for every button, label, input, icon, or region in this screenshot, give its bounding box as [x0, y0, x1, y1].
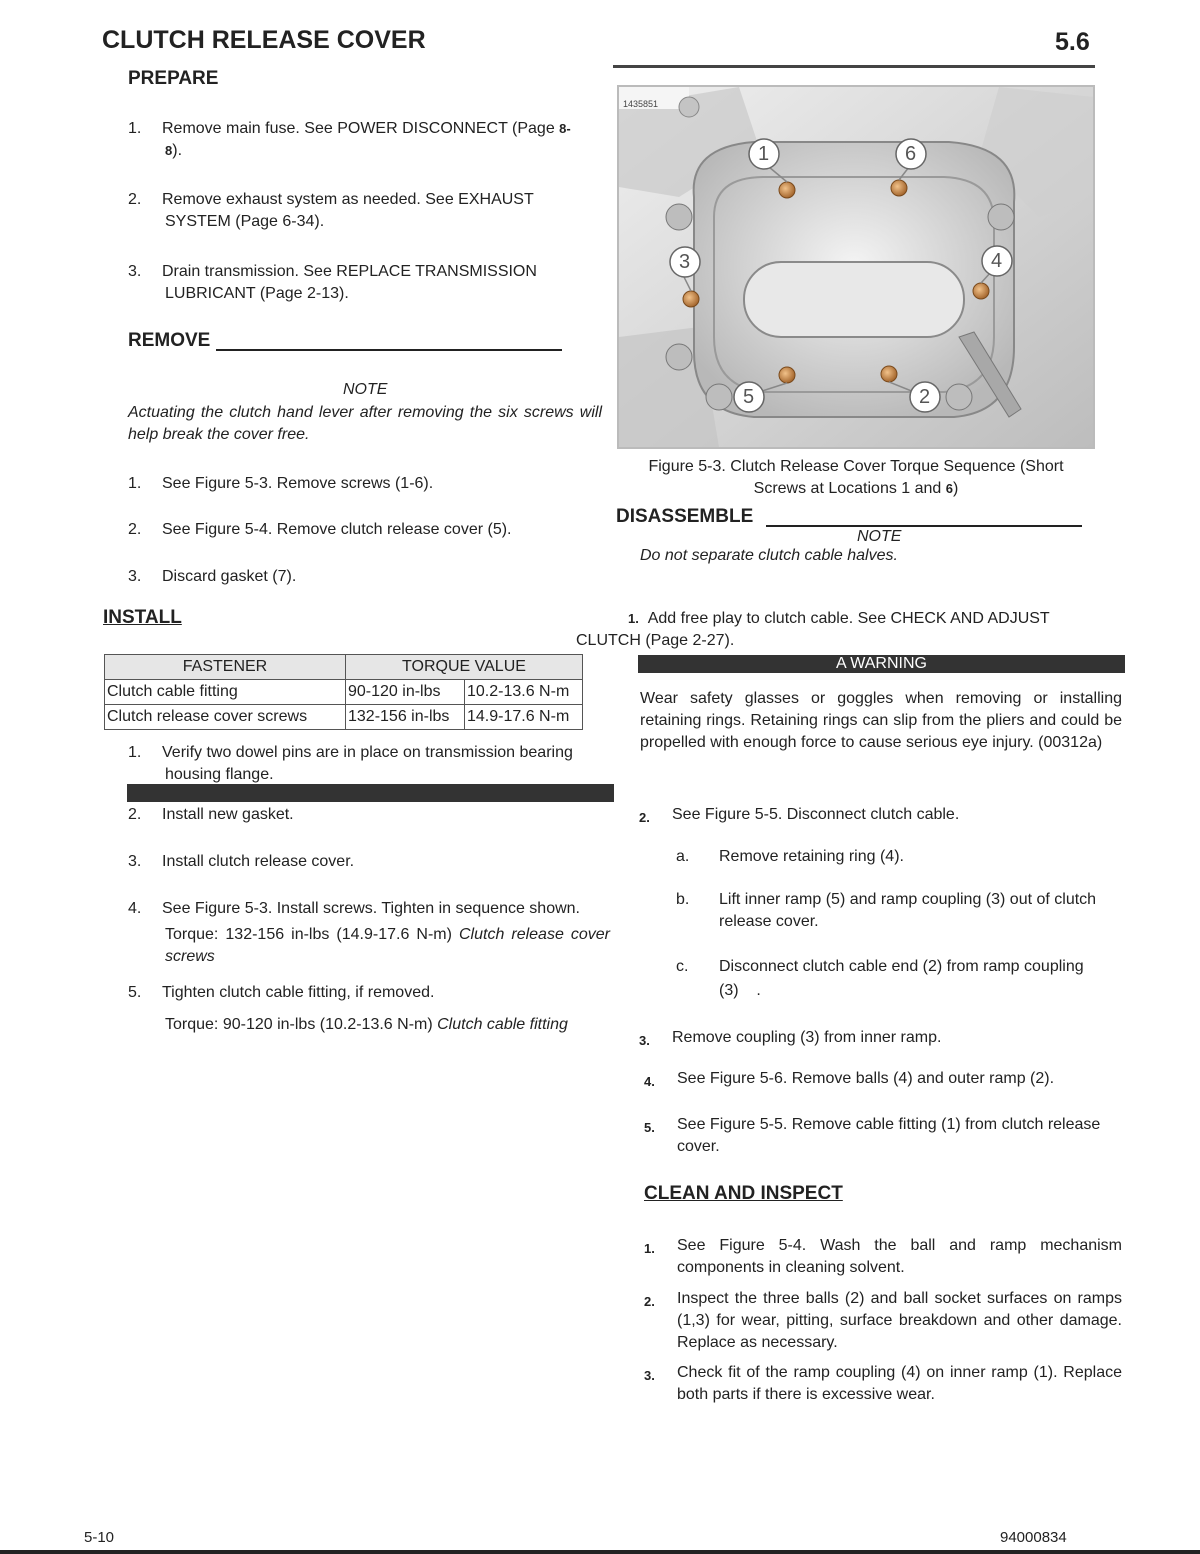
warning-banner: A WARNING [638, 655, 1125, 673]
table-cell: Clutch release cover screws [105, 705, 346, 730]
remove-heading: REMOVE [128, 330, 211, 351]
table-cell: 132-156 in-lbs [346, 705, 465, 730]
substep-a: a. Remove retaining ring (4). [676, 848, 904, 865]
table-header-fastener: FASTENER [105, 655, 346, 680]
disassemble-step-1: 1. Add free play to clutch cable. See CHECK AND ADJUST CLUTCH (Page 2-27). [576, 610, 1050, 649]
callout-3: 3 [679, 251, 691, 273]
document-number: 94000834 [1000, 1529, 1067, 1546]
disassemble-step-5: 5. See Figure 5-5. Remove cable fitting (1) from clutch release cover. [644, 1116, 1101, 1155]
remove-note-label: NOTE [343, 381, 388, 398]
remove-heading-rule [216, 349, 562, 351]
table-cell: 90-120 in-lbs [346, 680, 465, 705]
install-step-1: 1. Verify two dowel pins are in place on transmission bearing housing flange. [128, 744, 573, 783]
substep-b: b. Lift inner ramp (5) and ramp coupling (3) out of clutch release cover. [676, 891, 1097, 930]
callout-1: 1 [758, 143, 770, 165]
remove-step-3: 3. Discard gasket (7). [128, 568, 297, 585]
disassemble-heading: DISASSEMBLE [616, 506, 754, 527]
disassemble-step-2: 2. See Figure 5-5. Disconnect clutch cable. [639, 806, 960, 825]
table-cell: 14.9-17.6 N-m [465, 705, 583, 730]
figure-id-label: 1435851 [623, 99, 659, 109]
torque-table [104, 654, 583, 730]
remove-note-text: Actuating the clutch hand lever after removing the six screws will help break the cover free. [128, 404, 602, 443]
disassemble-note-text: Do not separate clutch cable halves. [640, 547, 898, 564]
callout-6: 6 [905, 143, 917, 165]
disassemble-note-label: NOTE [857, 528, 902, 545]
prepare-step-1: 1. Remove main fuse. See POWER DISCONNECT (Page 8- 8). [128, 120, 571, 159]
remove-step-1: 1. See Figure 5-3. Remove screws (1-6). [128, 475, 434, 492]
clean-step-1: 1. See Figure 5-4. Wash the ball and ramp mechanism components in cleaning solvent. [644, 1237, 1122, 1276]
install-heading: INSTALL [103, 607, 182, 628]
prepare-heading: PREPARE [128, 68, 219, 89]
figure-caption: Figure 5-3. Clutch Release Cover Torque Sequence (Short Screws at Locations 1 and 6) [648, 458, 1064, 497]
disassemble-step-3: 3. Remove coupling (3) from inner ramp. [639, 1029, 942, 1048]
remove-step-2: 2. See Figure 5-4. Remove clutch release cover (5). [128, 521, 512, 538]
substep-c: c. Disconnect clutch cable end (2) from ramp coupling (3) . [676, 958, 1084, 999]
page-number: 5-10 [84, 1529, 115, 1546]
install-step-3: 3. Install clutch release cover. [128, 853, 355, 870]
callout-5: 5 [743, 386, 755, 408]
disassemble-heading-rule [766, 525, 1082, 527]
warning-text: Wear safety glasses or goggles when removing or installing retaining rings. Retaining rings can slip from the pliers and could be propelled with enough force to cause serious eye injury. (00312a) [640, 690, 1122, 751]
prepare-step-2: 2. Remove exhaust system as needed. See EXHAUST SYSTEM (Page 6-34). [128, 191, 534, 230]
figure-5-3 [617, 85, 1095, 449]
clean-step-3: 3. Check fit of the ramp coupling (4) on inner ramp (1). Replace both parts if there is excessive wear. [644, 1364, 1122, 1403]
page-title: CLUTCH RELEASE COVER [102, 26, 426, 54]
callout-2: 2 [919, 386, 931, 408]
table-row [105, 680, 583, 705]
table-cell: 10.2-13.6 N-m [465, 680, 583, 705]
install-step-5: 5. Tighten clutch cable fitting, if removed. Torque: 90-120 in-lbs (10.2-13.6 N-m) Clutch cable fitting [128, 984, 568, 1033]
clean-step-2: 2. Inspect the three balls (2) and ball socket surfaces on ramps (1,3) for wear, pitting, surface breakdown and other damage. Replace as necessary. [644, 1290, 1122, 1351]
clean-inspect-heading: CLEAN AND INSPECT [644, 1183, 843, 1204]
disassemble-step-4: 4. See Figure 5-6. Remove balls (4) and outer ramp (2). [644, 1070, 1055, 1089]
table-header-torque: TORQUE VALUE [346, 655, 583, 680]
table-row [105, 705, 583, 730]
install-step-2: 2. Install new gasket. [128, 806, 294, 823]
header-rule [613, 65, 1095, 68]
install-step-4: 4. See Figure 5-3. Install screws. Tighten in sequence shown. Torque: 132-156 in-lbs (14.9-17.6 N-m) Clutch release cover screws [128, 900, 611, 965]
footer-rule [0, 1550, 1200, 1554]
callout-4: 4 [991, 250, 1003, 272]
prepare-step-3: 3. Drain transmission. See REPLACE TRANSMISSION LUBRICANT (Page 2-13). [128, 263, 537, 302]
black-bar [127, 784, 614, 802]
section-number: 5.6 [1055, 28, 1090, 56]
table-cell: Clutch cable fitting [105, 680, 346, 705]
